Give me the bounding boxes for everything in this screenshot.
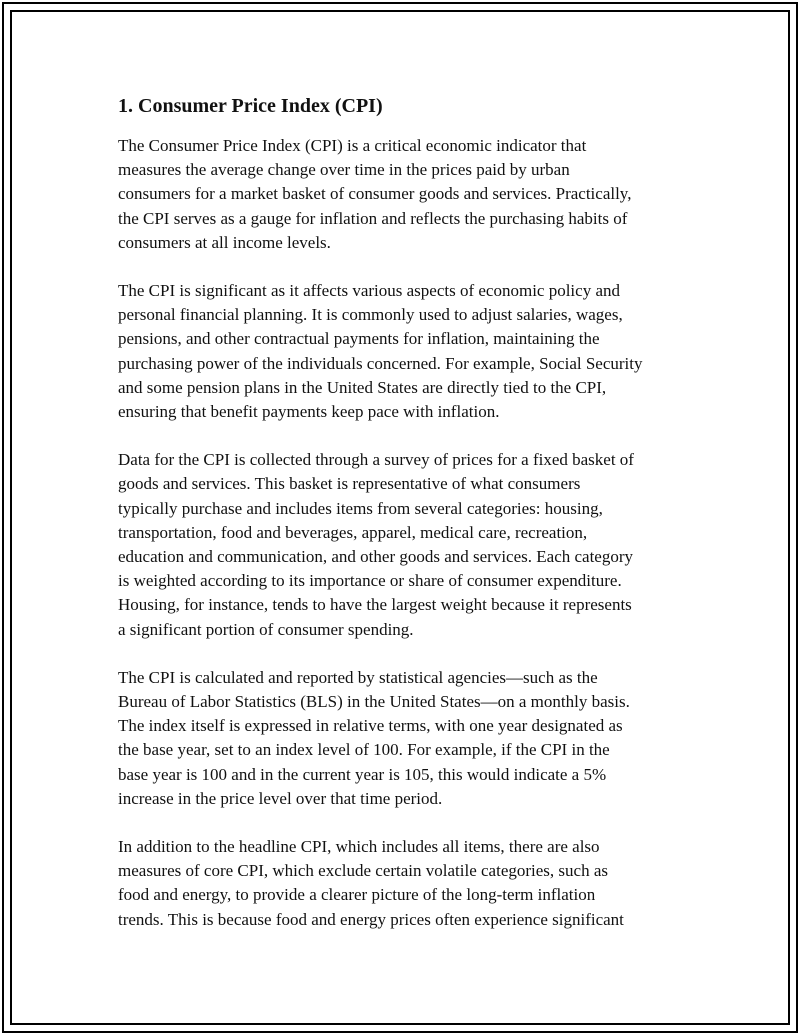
text-line: The CPI is significant as it affects various aspects of economic policy and	[118, 281, 620, 301]
text-line: The Consumer Price Index (CPI) is a critical economic indicator that	[118, 136, 587, 155]
paragraph-significance	[118, 279, 698, 424]
text-line: transportation, food and beverages, apparel, medical care, recreation,	[118, 522, 588, 542]
text-line: the CPI serves as a gauge for inflation and reflects the purchasing habits of	[118, 208, 628, 228]
text-line: base year is 100 and in the current year is 105, this would indicate a 5%	[118, 764, 607, 784]
text-line: trends. This is because food and energy prices often experience significant	[118, 909, 624, 929]
text-line: purchasing power of the individuals concerned. For example, Social Security	[118, 353, 643, 373]
paragraph-calculation	[118, 666, 698, 811]
text-line: increase in the price level over that time period.	[118, 788, 443, 808]
section-heading: 1. Consumer Price Index (CPI)	[118, 95, 383, 117]
text-line: In addition to the headline CPI, which includes all items, there are also	[118, 837, 600, 857]
text-line: goods and services. This basket is representative of what consumers	[118, 474, 581, 494]
paragraph-definition	[118, 134, 698, 255]
text-line: measures of core CPI, which exclude certain volatile categories, such as	[118, 861, 608, 881]
text-line: Housing, for instance, tends to have the largest weight because it represents	[118, 595, 632, 615]
text-line: is weighted according to its importance or share of consumer expenditure.	[118, 571, 622, 591]
text-line: personal financial planning. It is commonly used to adjust salaries, wages,	[118, 305, 623, 325]
text-line: the base year, set to an index level of 100. For example, if the CPI in the	[118, 740, 610, 760]
text-line: ensuring that benefit payments keep pace with inflation.	[118, 402, 500, 422]
text-line: The index itself is expressed in relative terms, with one year designated as	[118, 716, 623, 736]
text-line: measures the average change over time in the prices paid by urban	[118, 160, 570, 180]
text-line: The CPI is calculated and reported by statistical agencies—such as the	[118, 667, 598, 687]
text-line: education and communication, and other goods and services. Each category	[118, 547, 634, 567]
document-body	[118, 93, 698, 956]
text-line: consumers for a market basket of consumer goods and services. Practically,	[118, 184, 632, 204]
paragraph-core-cpi	[118, 835, 698, 932]
text-line: typically purchase and includes items from several categories: housing,	[118, 498, 603, 518]
text-line: Bureau of Labor Statistics (BLS) in the United States—on a monthly basis.	[118, 692, 630, 712]
text-line: consumers at all income levels.	[118, 232, 331, 252]
text-line: food and energy, to provide a clearer picture of the long-term inflation	[118, 885, 596, 905]
text-line: a significant portion of consumer spending.	[118, 619, 414, 639]
text-line: and some pension plans in the United States are directly tied to the CPI,	[118, 377, 607, 397]
text-line: Data for the CPI is collected through a survey of prices for a fixed basket of	[118, 450, 634, 470]
text-line: pensions, and other contractual payments for inflation, maintaining the	[118, 329, 600, 349]
paragraph-data-collection	[118, 448, 698, 642]
